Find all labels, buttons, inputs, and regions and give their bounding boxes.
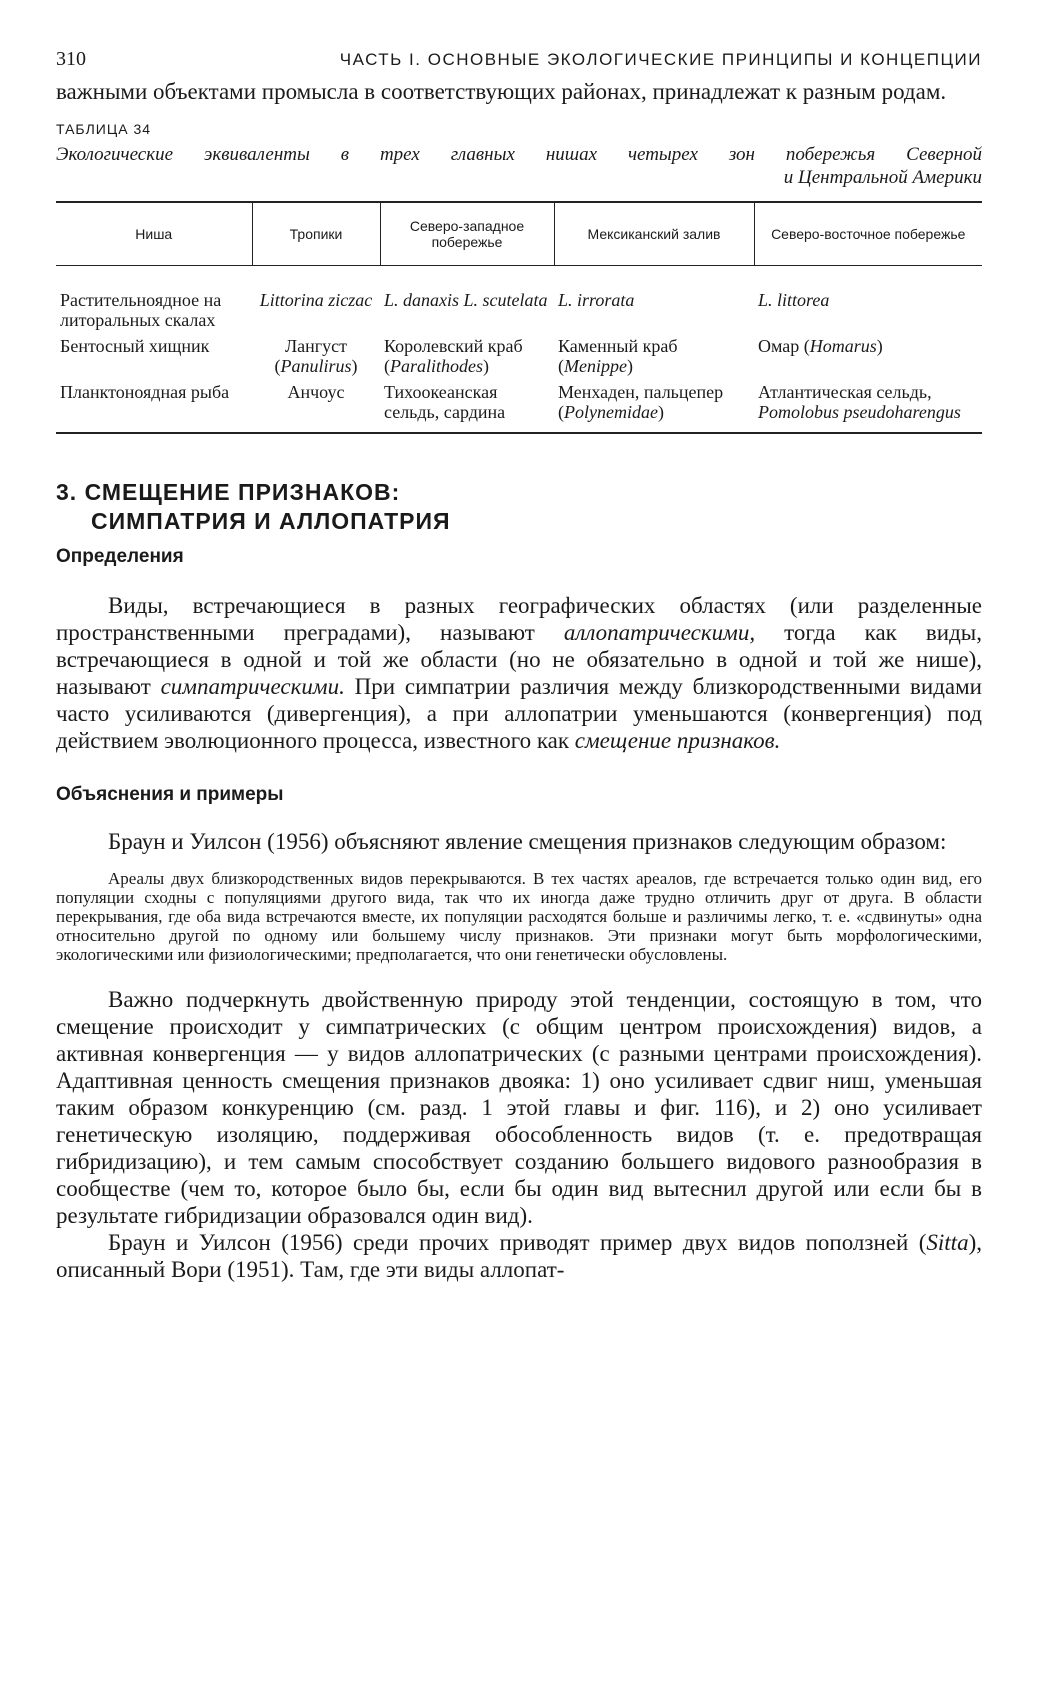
table-header-row: [56, 202, 982, 266]
common-name: Менхаден, пальцепер: [558, 382, 724, 402]
species-name: Homarus: [809, 336, 877, 356]
block-quote: Ареалы двух близкородственных видов перекрываются. В тех частях ареалов, где встречается только один вид, его популяции сходны с популяциями другого вида, так что их иногда даже трудно отличить друг от друга. В области перекрывания, где оба вида встречаются вместе, их популяции расходятся больше и различимы легко, т. е. «сдвинуты» одна относительно другой по одному или большему числу признаков. Эти признаки могут быть морфологическими, экологическими или физиологическими; предполагается, что они генетически обусловлены.: [56, 869, 982, 964]
genus-name: Sitta: [926, 1230, 969, 1255]
species-name: Menippe: [564, 356, 627, 376]
common-name: Лангуст: [284, 336, 348, 356]
table-row: [56, 382, 982, 433]
section-title-line2: СИМПАТРИЯ И АЛЛОПАТРИЯ: [91, 508, 451, 534]
header-gulf: Мексиканский залив: [554, 202, 754, 266]
book-page: [56, 40, 982, 1283]
cell-niche: Планктоноядная рыба: [56, 382, 252, 433]
species-name: Littorina ziczac: [259, 290, 373, 310]
species-name: L. littorea: [758, 290, 830, 310]
definitions-paragraph: [56, 592, 982, 754]
cell-nw: Тихоокеанская сельдь, сардина: [380, 382, 554, 433]
cell-tropics: [252, 266, 380, 337]
intro-paragraph: важными объектами промысла в соответствующих районах, принадлежат к разным родам.: [56, 79, 947, 104]
subheading-explanations: Объяснения и примеры: [56, 784, 284, 805]
species-name: Polynemidae: [564, 402, 658, 422]
term: аллопатрическими,: [563, 620, 756, 645]
table-row: [56, 336, 982, 382]
text-run: Браун и Уилсон (1956) среди прочих приводят пример двух видов поползней (: [108, 1230, 927, 1255]
species-name: L. irrorata: [558, 290, 635, 310]
cell-niche: Бентосный хищник: [60, 336, 210, 356]
text-run: тогда как виды, встречающиеся в одной и той же области (но не обязательно в одной и той же нише), называют: [56, 620, 982, 699]
term: смещение признаков.: [574, 728, 781, 753]
cell-ne: [754, 382, 982, 433]
species-name: L. danaxis L. scutelata: [384, 290, 548, 310]
species-name: Pomolobus pseudoharengus: [758, 402, 961, 422]
body-paragraph-continued: [56, 1229, 982, 1283]
text-run: ), описанный Вори (1951). Там, где эти виды аллопат-: [56, 1230, 982, 1282]
header-niche: Ниша: [56, 202, 252, 266]
cell-gulf: Каменный краб (Menippe): [558, 336, 678, 376]
common-name: Каменный краб: [558, 336, 678, 356]
subheading-definitions: Определения: [56, 546, 184, 567]
explanation-intro: Браун и Уилсон (1956) объясняют явление смещения признаков следующим образом:: [108, 829, 947, 854]
text-run: При симпатрии различия между близкородственными видами часто усиливаются (дивергенция), а при аллопатрии уменьшаются (конвергенция) под действием эволюционного процесса, известного как: [56, 674, 982, 753]
common-name: Омар: [758, 336, 800, 356]
species-name: Panulirus: [280, 356, 352, 376]
common-name: Атлантическая сельдь,: [758, 382, 932, 402]
equivalents-table: [56, 201, 982, 434]
table-caption-line2: и Центральной Америки: [783, 167, 982, 188]
common-name: Королевский краб: [384, 336, 523, 356]
table-caption: [56, 143, 982, 189]
page-header: [56, 40, 982, 74]
cell-gulf: Менхаден, пальцепер (Polynemidae): [554, 382, 754, 433]
section-heading: [56, 478, 982, 536]
cell-tropics: Анчоус: [252, 382, 380, 433]
page-number: 310: [56, 48, 86, 70]
section-title-line1: СМЕЩЕНИЕ ПРИЗНАКОВ:: [84, 479, 401, 505]
header-ne-coast: Северо-восточное побережье: [754, 202, 982, 266]
cell-ne: [754, 266, 982, 337]
cell-niche: Растительноядное на литоральных скалах: [60, 290, 222, 330]
table-label: ТАБЛИЦА 34: [56, 121, 152, 137]
cell-gulf: [554, 266, 754, 337]
body-paragraph: Важно подчеркнуть двойственную природу этой тенденции, состоящую в том, что смещение происходит у симпатрических (с общим центром происхождения) видов, а активная конвергенция — у видов аллопатрических (с разными центрами происхождения). Адаптивная ценность смещения признаков двояка: 1) оно усиливает сдвиг ниш, уменьшая таким образом конкуренцию (см. разд. 1 этой главы и фиг. 116), и 2) оно усиливает генетическую изоляцию, поддерживая обособленность видов (т. е. предотвращая гибридизацию), и тем самым способствует созданию большего видового разнообразия в сообществе (чем то, которое было бы, если бы один вид вытеснил другой или если бы в результате гибридизации образовался один вид).: [56, 987, 982, 1228]
cell-nw: [380, 266, 554, 337]
header-nw-coast: Северо-западное побережье: [380, 202, 554, 266]
section-number: 3.: [56, 479, 78, 505]
table-caption-line1: Экологические эквиваленты в трех главных нишах четырех зон побережья Северной: [56, 144, 982, 165]
species-name: Paralithodes: [390, 356, 483, 376]
text-run: Виды, встречающиеся в разных географических областях (или разделенные пространственными преградами), называют: [56, 593, 982, 645]
table-row: [56, 266, 982, 337]
term: симпатрическими.: [160, 674, 345, 699]
cell-nw: Королевский краб (Paralithodes): [384, 336, 523, 376]
cell-ne: Омар (Homarus): [758, 336, 883, 356]
header-tropics: Тропики: [252, 202, 380, 266]
cell-tropics: Лангуст (Panulirus): [274, 336, 358, 376]
running-head: ЧАСТЬ I. ОСНОВНЫЕ ЭКОЛОГИЧЕСКИЕ ПРИНЦИПЫ И КОНЦЕПЦИИ: [339, 50, 982, 69]
